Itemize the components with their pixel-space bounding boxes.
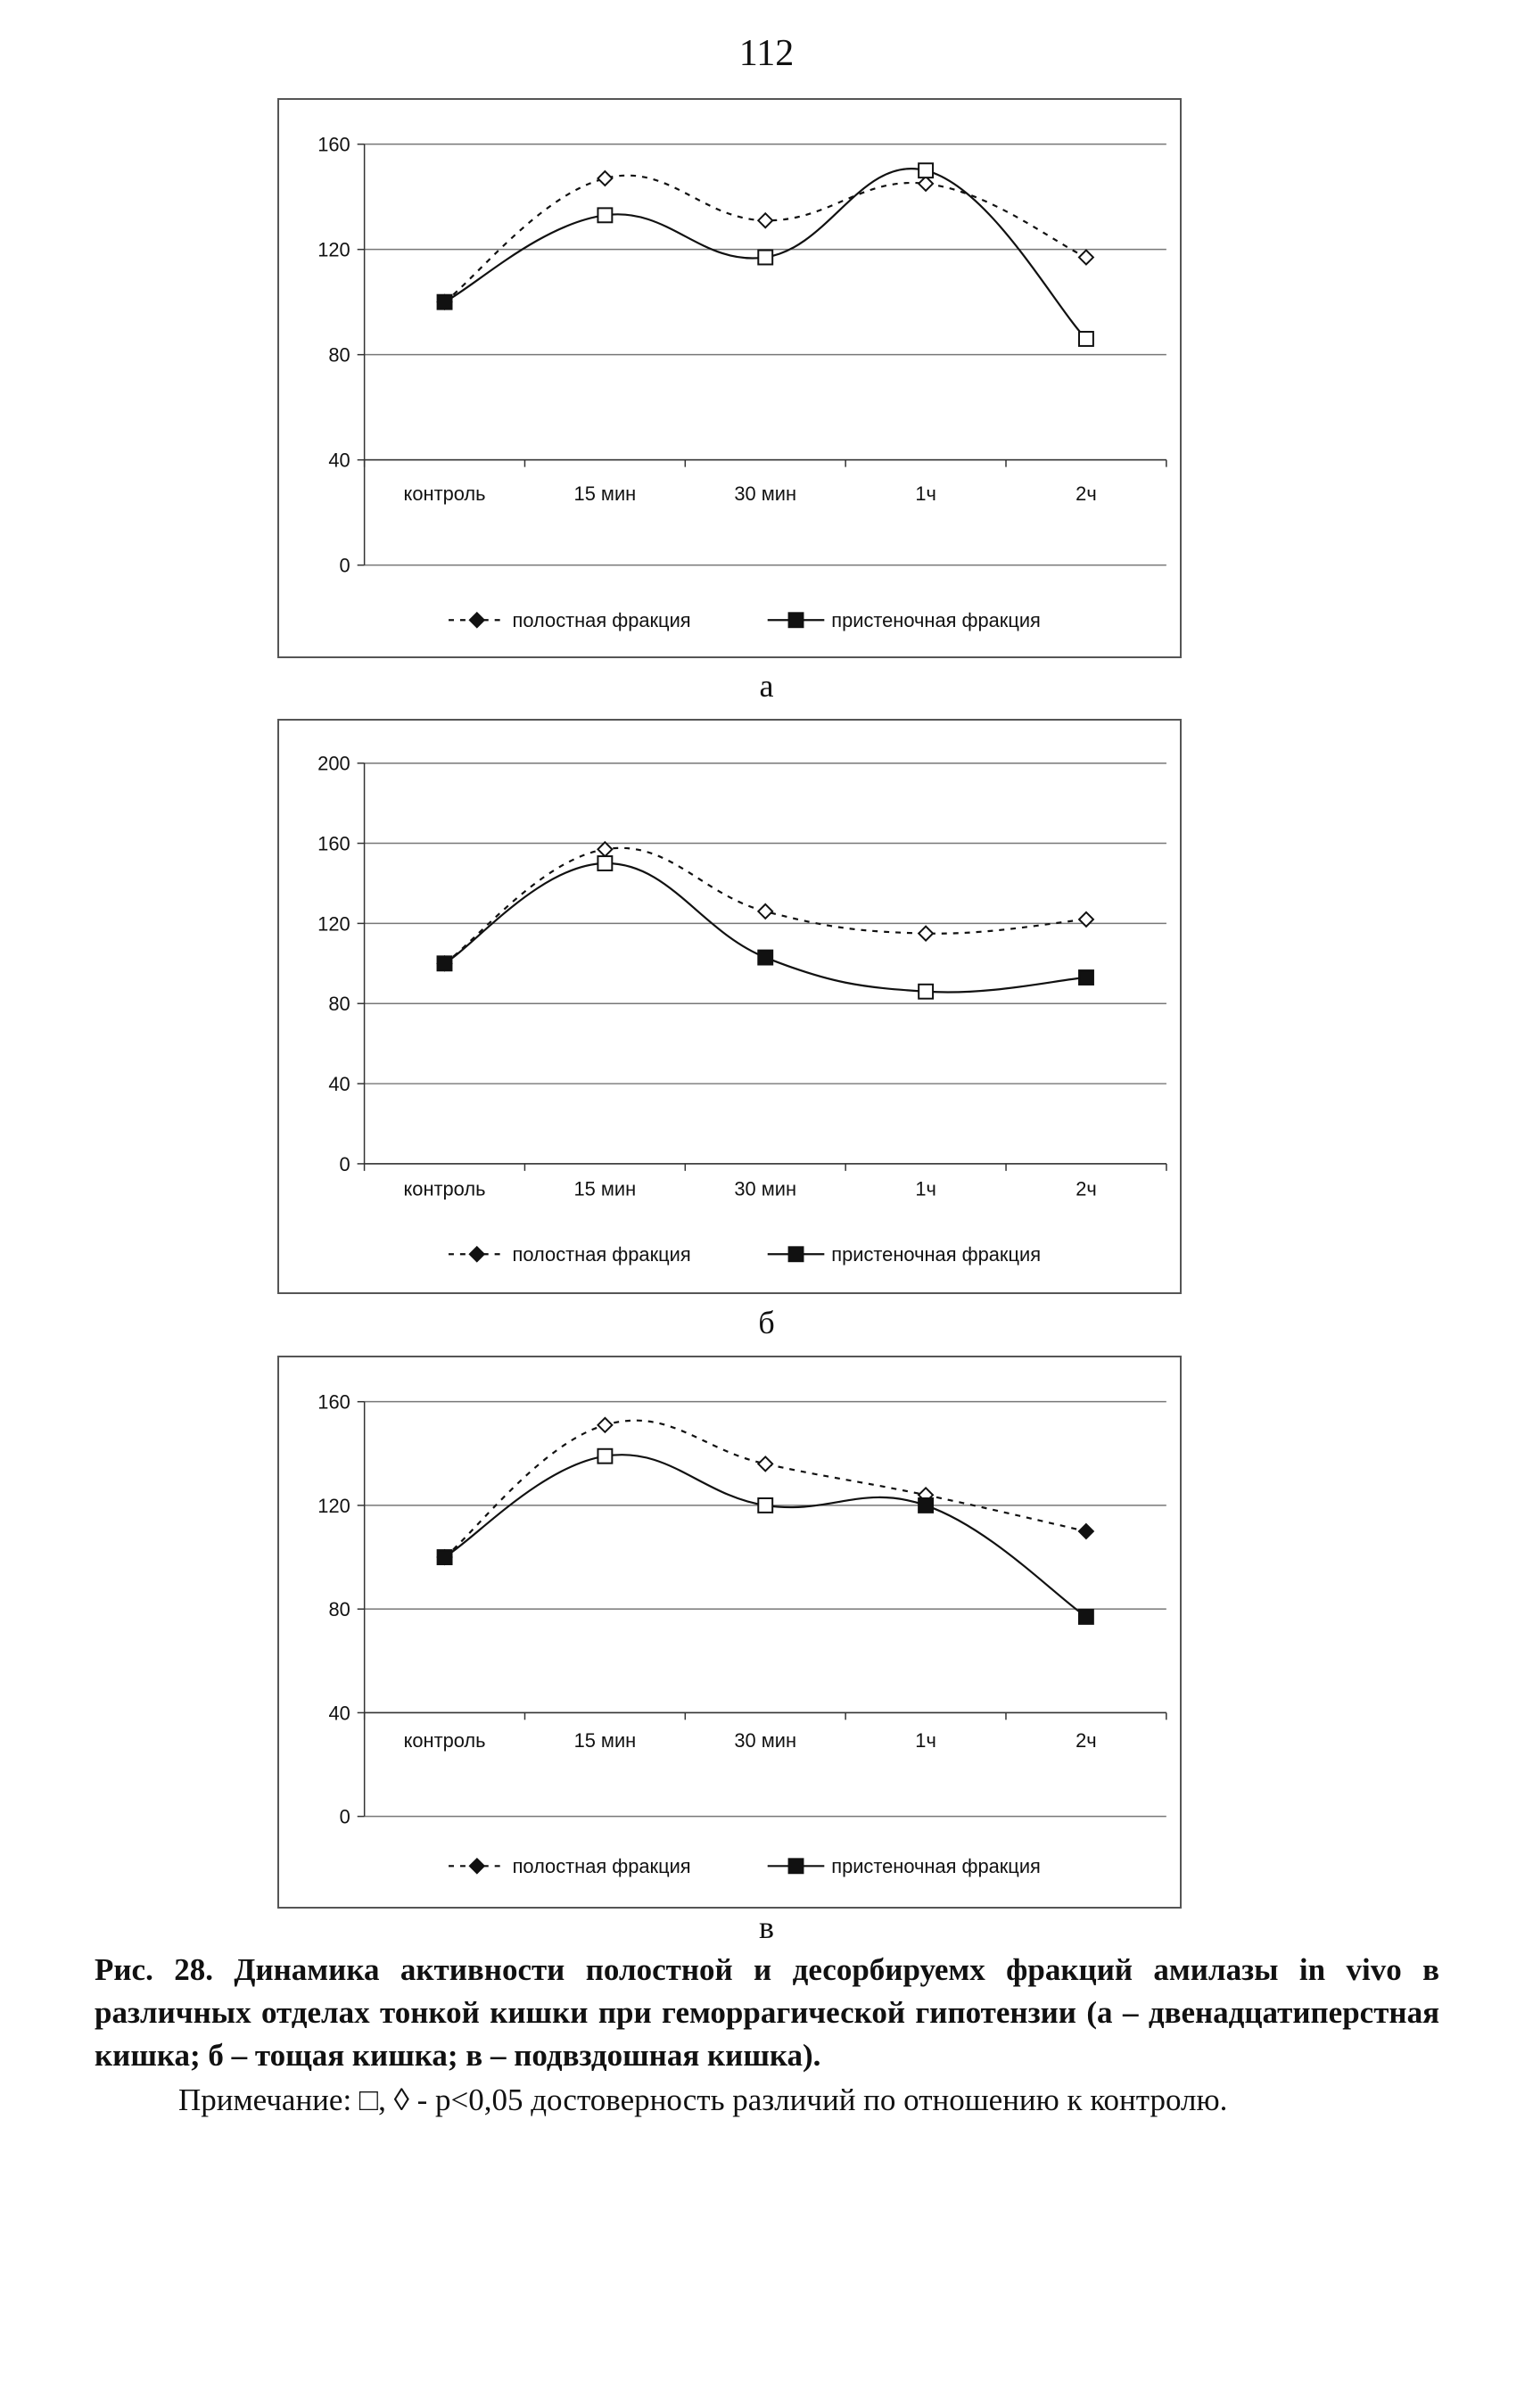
legend-label-polostnaya: полостная фракция: [512, 1243, 691, 1266]
y-tick-label: 40: [328, 1073, 350, 1096]
series-polostnaya-point: [1079, 1524, 1093, 1538]
y-tick-label: 80: [328, 343, 350, 367]
chart-a: [277, 98, 1182, 658]
x-category-label: 30 мин: [734, 482, 797, 506]
y-tick-label: 120: [317, 238, 350, 261]
series-pristenochnaya-point: [1079, 970, 1093, 985]
chart-b-plot: [279, 721, 1180, 1292]
x-category-label: 2ч: [1076, 1177, 1097, 1200]
series-polostnaya-point: [758, 213, 772, 227]
series-polostnaya-point: [1079, 251, 1093, 265]
series-polostnaya-point: [919, 927, 933, 941]
y-tick-label: 160: [317, 1390, 350, 1414]
series-pristenochnaya-point: [919, 985, 933, 999]
subfigure-label-a: а: [759, 668, 774, 704]
x-category-label: 1ч: [915, 1177, 936, 1200]
series-pristenochnaya-point: [598, 856, 612, 870]
legend-label-polostnaya: полостная фракция: [512, 1855, 691, 1878]
y-tick-label: 0: [339, 1152, 350, 1175]
chart-a-plot: [279, 100, 1180, 656]
legend-marker-diamond: [470, 613, 484, 627]
chart-c: [277, 1356, 1182, 1909]
x-category-label: 15 мин: [573, 1729, 637, 1752]
series-pristenochnaya-line: [444, 863, 1086, 993]
x-category-label: 2ч: [1076, 1729, 1097, 1752]
legend-marker-square: [789, 1859, 804, 1873]
y-tick-label: 80: [328, 993, 350, 1016]
legend-label-pristenochnaya: пристеночная фракция: [831, 1243, 1042, 1266]
legend-marker-square: [789, 613, 804, 627]
series-polostnaya-point: [919, 177, 933, 191]
y-tick-label: 160: [317, 133, 350, 156]
legend-marker-square: [789, 1247, 804, 1261]
page-number: 112: [738, 33, 795, 74]
x-category-label: 1ч: [915, 482, 936, 506]
series-pristenochnaya-point: [919, 1498, 933, 1513]
series-pristenochnaya-point: [758, 1498, 772, 1513]
series-polostnaya-point: [758, 1456, 772, 1471]
series-polostnaya-line: [445, 1421, 1086, 1557]
series-pristenochnaya-point: [758, 251, 772, 265]
y-tick-label: 120: [317, 912, 350, 936]
y-tick-label: 200: [317, 752, 350, 775]
chart-c-plot: [279, 1357, 1180, 1907]
y-tick-label: 40: [328, 1702, 350, 1725]
series-pristenochnaya-point: [919, 163, 933, 177]
y-tick-label: 0: [339, 554, 350, 577]
legend-label-pristenochnaya: пристеночная фракция: [831, 609, 1041, 632]
x-category-label: контроль: [403, 1729, 486, 1752]
series-pristenochnaya-point: [438, 1550, 452, 1564]
y-tick-label: 80: [328, 1598, 350, 1621]
figure-caption: Рис. 28. Динамика активности полостной и десорбируемх фракций амилазы in vivo в различных отделах тонкой кишки при геморрагической гипотензии (а – двенадцатиперстная кишка; б – тощая кишка; в – подвздошная кишка).: [95, 1952, 1439, 2073]
series-polostnaya-point: [598, 171, 612, 186]
series-pristenochnaya-point: [438, 956, 452, 970]
chart-b: [277, 719, 1182, 1294]
x-category-label: контроль: [403, 1177, 486, 1200]
series-pristenochnaya-point: [598, 1449, 612, 1464]
x-category-label: 2ч: [1076, 482, 1097, 506]
legend-label-pristenochnaya: пристеночная фракция: [831, 1855, 1041, 1878]
subfigure-label-b: б: [758, 1305, 775, 1340]
subfigure-label-c: в: [759, 1909, 774, 1945]
y-tick-label: 120: [317, 1494, 350, 1517]
y-tick-label: 40: [328, 449, 350, 472]
series-pristenochnaya-point: [438, 295, 452, 309]
series-pristenochnaya-point: [598, 208, 612, 222]
series-polostnaya-point: [598, 1418, 612, 1432]
series-pristenochnaya-point: [1079, 1610, 1093, 1624]
legend-marker-diamond: [470, 1247, 484, 1261]
y-tick-label: 160: [317, 832, 350, 855]
x-category-label: 1ч: [915, 1729, 936, 1752]
series-polostnaya-point: [598, 842, 612, 856]
figure-note: Примечание: □, ◊ - p<0,05 достоверность различий по отношению к контролю.: [178, 2082, 1228, 2117]
x-category-label: контроль: [403, 482, 486, 506]
x-category-label: 15 мин: [573, 1177, 637, 1200]
series-pristenochnaya-point: [1079, 332, 1093, 346]
y-tick-label: 0: [339, 1805, 350, 1828]
series-polostnaya-point: [1079, 912, 1093, 927]
series-pristenochnaya-point: [758, 951, 772, 965]
series-pristenochnaya-line: [445, 1455, 1086, 1617]
legend-marker-diamond: [470, 1859, 484, 1873]
series-polostnaya-point: [758, 904, 772, 919]
x-category-label: 30 мин: [734, 1729, 797, 1752]
x-category-label: 15 мин: [573, 482, 637, 506]
x-category-label: 30 мин: [734, 1177, 797, 1200]
legend-label-polostnaya: полостная фракция: [512, 609, 691, 632]
